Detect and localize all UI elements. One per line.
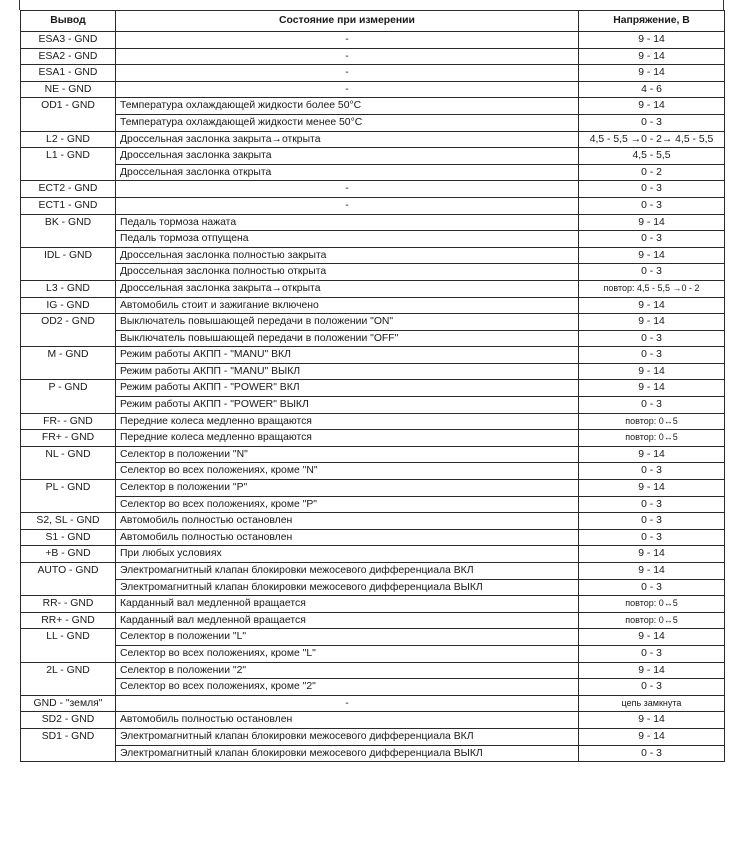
pin-cell: AUTO - GND — [21, 563, 116, 596]
header-pin: Вывод — [21, 11, 116, 32]
pin-cell: BK - GND — [21, 214, 116, 247]
state-cell: Электромагнитный клапан блокировки межосевого дифференциала ВКЛ — [116, 728, 579, 745]
voltage-cell: 9 - 14 — [579, 48, 725, 65]
voltage-cell: 4,5 - 5,5 →0 - 2→ 4,5 - 5,5 — [579, 131, 725, 148]
pin-cell: S1 - GND — [21, 529, 116, 546]
state-cell: Селектор в положении "P" — [116, 480, 579, 497]
pin-cell: S2, SL - GND — [21, 513, 116, 530]
state-cell: Селектор во всех положениях, кроме "2" — [116, 679, 579, 696]
table-row — [21, 612, 725, 629]
state-cell: Автомобиль полностью остановлен — [116, 712, 579, 729]
table-row — [21, 330, 725, 347]
table-row — [21, 48, 725, 65]
voltage-cell: повтор: 0↔5 — [579, 413, 725, 430]
table-row — [21, 629, 725, 646]
voltage-cell: 0 - 3 — [579, 264, 725, 281]
table-row — [21, 446, 725, 463]
voltage-cell: 0 - 3 — [579, 197, 725, 214]
table-body — [21, 32, 725, 762]
table-row — [21, 65, 725, 82]
state-cell: При любых условиях — [116, 546, 579, 563]
state-cell: - — [116, 197, 579, 214]
voltage-cell: 0 - 3 — [579, 679, 725, 696]
table-row — [21, 745, 725, 762]
voltage-cell: повтор: 0↔5 — [579, 596, 725, 613]
table-row — [21, 546, 725, 563]
voltage-cell: 0 - 2 — [579, 164, 725, 181]
state-cell: Выключатель повышающей передачи в положении "OFF" — [116, 330, 579, 347]
table-row — [21, 463, 725, 480]
voltage-cell: 9 - 14 — [579, 563, 725, 580]
table-row — [21, 98, 725, 115]
table-row — [21, 214, 725, 231]
state-cell: Выключатель повышающей передачи в положении "ON" — [116, 314, 579, 331]
voltage-cell: 9 - 14 — [579, 247, 725, 264]
state-cell: Дроссельная заслонка полностью открыта — [116, 264, 579, 281]
state-cell: Дроссельная заслонка полностью закрыта — [116, 247, 579, 264]
pin-cell: ESA2 - GND — [21, 48, 116, 65]
voltage-cell: 0 - 3 — [579, 463, 725, 480]
pin-cell: FR+ - GND — [21, 430, 116, 447]
voltage-cell: 4,5 - 5,5 — [579, 148, 725, 165]
table-row — [21, 131, 725, 148]
pin-cell: L2 - GND — [21, 131, 116, 148]
voltage-cell: 0 - 3 — [579, 645, 725, 662]
pin-cell: ESA3 - GND — [21, 32, 116, 49]
table-row — [21, 563, 725, 580]
voltage-cell: 9 - 14 — [579, 546, 725, 563]
state-cell: - — [116, 81, 579, 98]
voltage-cell: 0 - 3 — [579, 496, 725, 513]
state-cell: Передние колеса медленно вращаются — [116, 413, 579, 430]
table-row — [21, 114, 725, 131]
voltage-cell: 0 - 3 — [579, 330, 725, 347]
state-cell: - — [116, 32, 579, 49]
table-row — [21, 363, 725, 380]
pin-cell: M - GND — [21, 347, 116, 380]
state-cell: Температура охлаждающей жидкости менее 50°C — [116, 114, 579, 131]
state-cell: Электромагнитный клапан блокировки межосевого дифференциала ВЫКЛ — [116, 579, 579, 596]
state-cell: Селектор во всех положениях, кроме "N" — [116, 463, 579, 480]
voltage-cell: 9 - 14 — [579, 98, 725, 115]
pin-cell: NE - GND — [21, 81, 116, 98]
state-cell: - — [116, 65, 579, 82]
state-cell: Автомобиль стоит и зажигание включено — [116, 297, 579, 314]
state-cell: Селектор во всех положениях, кроме "L" — [116, 645, 579, 662]
table-row — [21, 148, 725, 165]
table-row — [21, 662, 725, 679]
voltage-cell: повтор: 0↔5 — [579, 612, 725, 629]
state-cell: Карданный вал медленной вращается — [116, 596, 579, 613]
pin-cell: P - GND — [21, 380, 116, 413]
table-row — [21, 712, 725, 729]
state-cell: Дроссельная заслонка закрыта→открыта — [116, 280, 579, 297]
pin-cell: ESA1 - GND — [21, 65, 116, 82]
state-cell: Дроссельная заслонка закрыта→открыта — [116, 131, 579, 148]
state-cell: Автомобиль полностью остановлен — [116, 513, 579, 530]
table-row — [21, 579, 725, 596]
state-cell: Режим работы АКПП - "MANU" ВКЛ — [116, 347, 579, 364]
pin-cell: L1 - GND — [21, 148, 116, 181]
voltage-cell: 9 - 14 — [579, 314, 725, 331]
pin-cell: SD2 - GND — [21, 712, 116, 729]
pin-cell: NL - GND — [21, 446, 116, 479]
table-row — [21, 480, 725, 497]
state-cell: Режим работы АКПП - "MANU" ВЫКЛ — [116, 363, 579, 380]
table-row — [21, 430, 725, 447]
table-row — [21, 297, 725, 314]
pin-cell: ECT1 - GND — [21, 197, 116, 214]
state-cell: Педаль тормоза отпущена — [116, 231, 579, 248]
pin-cell: RR- - GND — [21, 596, 116, 613]
table-row — [21, 81, 725, 98]
pin-cell: RR+ - GND — [21, 612, 116, 629]
state-cell: Режим работы АКПП - "POWER" ВЫКЛ — [116, 397, 579, 414]
pin-cell: OD1 - GND — [21, 98, 116, 131]
voltage-cell: 0 - 3 — [579, 181, 725, 198]
table-row — [21, 728, 725, 745]
voltage-cell: 0 - 3 — [579, 513, 725, 530]
state-cell: - — [116, 695, 579, 712]
voltage-cell: 0 - 3 — [579, 529, 725, 546]
table-row — [21, 314, 725, 331]
state-cell: Педаль тормоза нажата — [116, 214, 579, 231]
table-row — [21, 397, 725, 414]
pin-cell: IDL - GND — [21, 247, 116, 280]
table-row — [21, 513, 725, 530]
voltage-cell: 9 - 14 — [579, 728, 725, 745]
state-cell: Режим работы АКПП - "POWER" ВКЛ — [116, 380, 579, 397]
pin-voltage-table — [20, 10, 725, 762]
state-cell: Карданный вал медленной вращается — [116, 612, 579, 629]
pin-cell: GND - "земля" — [21, 695, 116, 712]
state-cell: Электромагнитный клапан блокировки межосевого дифференциала ВЫКЛ — [116, 745, 579, 762]
state-cell: Селектор во всех положениях, кроме "P" — [116, 496, 579, 513]
table-row — [21, 280, 725, 297]
state-cell: Дроссельная заслонка открыта — [116, 164, 579, 181]
table-row — [21, 164, 725, 181]
state-cell: Селектор в положении "2" — [116, 662, 579, 679]
voltage-cell: 9 - 14 — [579, 662, 725, 679]
pin-cell: PL - GND — [21, 480, 116, 513]
pin-cell: +B - GND — [21, 546, 116, 563]
pin-cell: SD1 - GND — [21, 728, 116, 761]
voltage-cell: 9 - 14 — [579, 214, 725, 231]
table-row — [21, 231, 725, 248]
state-cell: - — [116, 181, 579, 198]
pin-cell: IG - GND — [21, 297, 116, 314]
pin-cell: OD2 - GND — [21, 314, 116, 347]
voltage-cell: 0 - 3 — [579, 231, 725, 248]
state-cell: Электромагнитный клапан блокировки межосевого дифференциала ВКЛ — [116, 563, 579, 580]
voltage-cell: 9 - 14 — [579, 480, 725, 497]
pin-cell: 2L - GND — [21, 662, 116, 695]
voltage-cell: 4 - 6 — [579, 81, 725, 98]
state-cell: - — [116, 48, 579, 65]
table-header-row — [21, 11, 725, 32]
table-row — [21, 413, 725, 430]
table-row — [21, 197, 725, 214]
table-row — [21, 596, 725, 613]
pin-cell: ECT2 - GND — [21, 181, 116, 198]
voltage-cell: 9 - 14 — [579, 380, 725, 397]
table-row — [21, 264, 725, 281]
state-cell: Селектор в положении "N" — [116, 446, 579, 463]
voltage-cell: 9 - 14 — [579, 65, 725, 82]
voltage-cell: 9 - 14 — [579, 629, 725, 646]
page-frame-right-line — [723, 0, 724, 10]
voltage-cell: 0 - 3 — [579, 745, 725, 762]
voltage-cell: 0 - 3 — [579, 579, 725, 596]
voltage-cell: повтор: 0↔5 — [579, 430, 725, 447]
voltage-cell: 9 - 14 — [579, 32, 725, 49]
table-row — [21, 695, 725, 712]
voltage-cell: 9 - 14 — [579, 297, 725, 314]
state-cell: Дроссельная заслонка закрыта — [116, 148, 579, 165]
voltage-cell: 9 - 14 — [579, 712, 725, 729]
page-frame-left-line — [19, 0, 20, 10]
voltage-cell: 0 - 3 — [579, 397, 725, 414]
table-row — [21, 529, 725, 546]
table-row — [21, 496, 725, 513]
table-row — [21, 247, 725, 264]
voltage-cell: 9 - 14 — [579, 363, 725, 380]
voltage-cell: повтор: 4,5 - 5,5 →0 - 2 — [579, 280, 725, 297]
pin-cell: FR- - GND — [21, 413, 116, 430]
voltage-cell: цепь замкнута — [579, 695, 725, 712]
state-cell: Температура охлаждающей жидкости более 50°C — [116, 98, 579, 115]
header-voltage: Напряжение, В — [579, 11, 725, 32]
state-cell: Автомобиль полностью остановлен — [116, 529, 579, 546]
state-cell: Селектор в положении "L" — [116, 629, 579, 646]
voltage-cell: 9 - 14 — [579, 446, 725, 463]
table-row — [21, 347, 725, 364]
table-row — [21, 380, 725, 397]
header-state: Состояние при измерении — [116, 11, 579, 32]
table-row — [21, 679, 725, 696]
pin-cell: LL - GND — [21, 629, 116, 662]
table-row — [21, 645, 725, 662]
pin-cell: L3 - GND — [21, 280, 116, 297]
table-row — [21, 32, 725, 49]
state-cell: Передние колеса медленно вращаются — [116, 430, 579, 447]
voltage-cell: 0 - 3 — [579, 347, 725, 364]
table-row — [21, 181, 725, 198]
voltage-cell: 0 - 3 — [579, 114, 725, 131]
